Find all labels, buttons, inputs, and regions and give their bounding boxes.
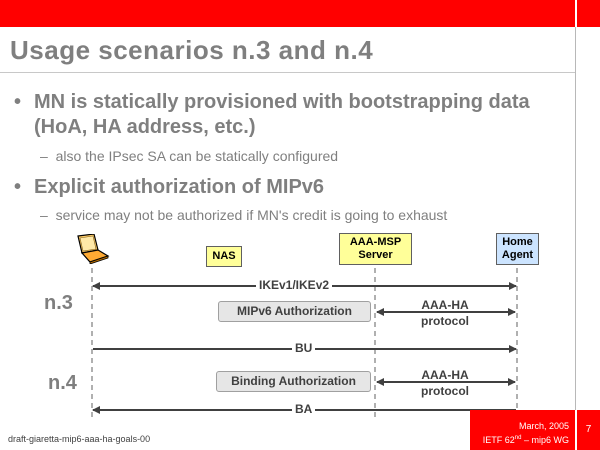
sub-bullet-2-text: service may not be authorized if MN's credit is going to exhaust [55, 207, 448, 223]
aaa-ha-protocol-label-n3 [410, 297, 480, 329]
footer-meeting: IETF 62nd – mip6 WG [482, 435, 569, 445]
footer-ordinal: nd [514, 435, 522, 441]
ike-label: IKEv1/IKEv2 [256, 278, 332, 292]
aaa-ha-protocol-label-n4 [410, 367, 480, 399]
footer-date: March, 2005 [518, 421, 569, 431]
aaa-ha-line-2: protocol [421, 384, 469, 398]
page-number: 7 [577, 410, 600, 450]
slide-title: Usage scenarios n.3 and n.4 [10, 35, 374, 65]
aaa-msp-server-line-2: Server [358, 249, 393, 261]
bu-label: BU [292, 341, 315, 355]
sub-bullet-2: – service may not be authorized if MN's credit is going to exhaust [40, 207, 448, 223]
home-agent-line-1: Home [502, 236, 533, 248]
aaa-ha-line-2: protocol [421, 314, 469, 328]
aaa-ha-line-1: AAA-HA [421, 298, 469, 312]
sub-bullet-1: – also the IPsec SA can be statically configured [40, 148, 339, 164]
sub-bullet-1-text: also the IPsec SA can be statically configured [55, 148, 339, 164]
draft-name: draft-giaretta-mip6-aaa-ha-goals-00 [8, 434, 151, 444]
bullet-1-text: MN is statically provisioned with bootstrapping data (HoA, HA address, etc.) [34, 91, 530, 138]
bullet-2-text: Explicit authorization of MIPv6 [34, 176, 325, 198]
binding-authorization-box: Binding Authorization [216, 371, 371, 392]
footer-red-box [470, 410, 575, 450]
aaa-ha-line-1: AAA-HA [421, 368, 469, 382]
nas-box: NAS [206, 246, 242, 267]
bullet-dot: • [14, 176, 22, 198]
scenario-n3-label: n.3 [44, 292, 73, 314]
aaa-msp-server-line-1: AAA-MSP [349, 236, 402, 248]
bullet-dot: • [14, 91, 22, 113]
mipv6-authorization-box: MIPv6 Authorization [218, 301, 371, 322]
home-agent-line-2: Agent [501, 249, 534, 261]
ba-label: BA [292, 402, 315, 416]
scenario-n4-label: n.4 [48, 372, 77, 394]
